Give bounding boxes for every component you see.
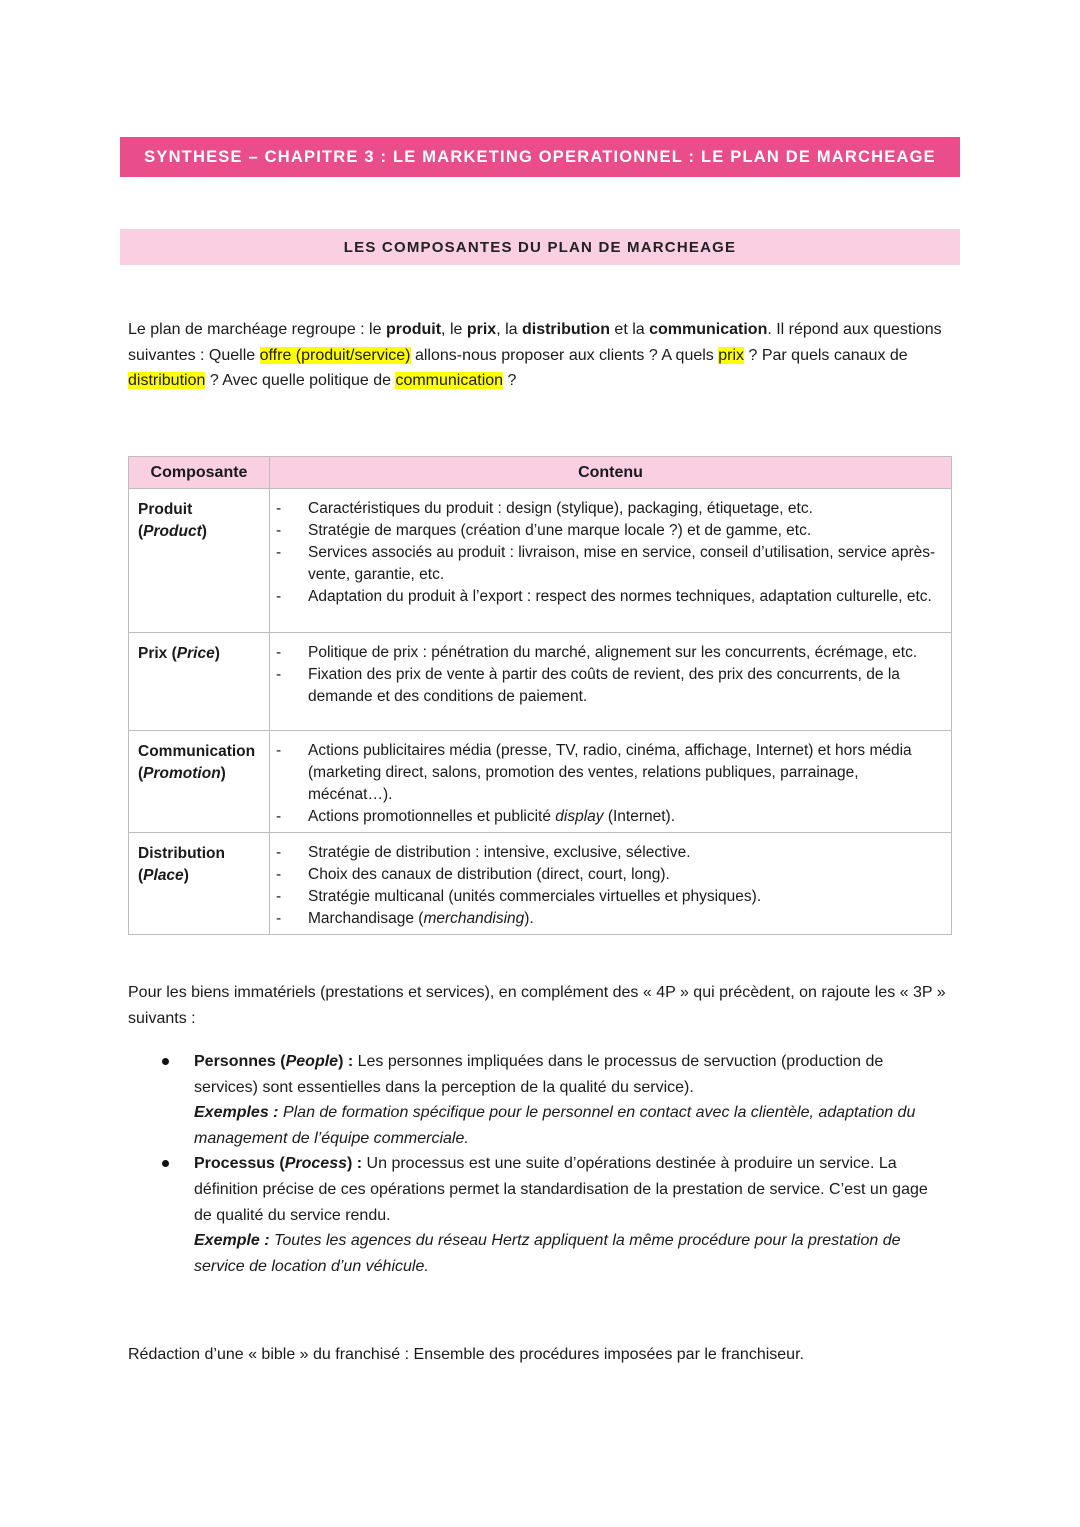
intro-text: , la	[496, 321, 522, 338]
table-header-row	[129, 457, 952, 489]
row-label	[129, 633, 270, 731]
highlight-distribution: distribution	[128, 372, 206, 390]
row-label-name: Distribution	[138, 845, 225, 862]
bullet-alt: (People) :	[280, 1053, 354, 1070]
row-label-alt: (Place)	[138, 867, 189, 884]
bullet-item-process	[128, 1151, 948, 1279]
row-content	[270, 731, 952, 833]
example-text: Plan de formation spécifique pour le personnel en contact avec la clientèle, adaptation du management de l’équipe commerciale.	[194, 1104, 916, 1147]
list-item: - Stratégie de marques (création d’une marque locale ?) et de gamme, etc.	[276, 520, 945, 542]
section-title-banner	[120, 229, 960, 265]
row-label-alt: (Promotion)	[138, 765, 226, 782]
list-item	[276, 806, 945, 828]
table-row	[129, 731, 952, 833]
highlight-offre: offre (produit/service)	[259, 346, 411, 364]
intro-text: Le plan de marchéage regroupe : le	[128, 321, 386, 338]
header-composante: Composante	[129, 457, 270, 489]
chapter-title: SYNTHESE – CHAPITRE 3 : LE MARKETING OPERATIONNEL : LE PLAN DE MARCHEAGE	[144, 147, 936, 166]
content-list	[276, 642, 945, 708]
list-item: - Fixation des prix de vente à partir des coûts de revient, des prix des concurrents, de la demande et des conditions de paiement.	[276, 664, 945, 708]
content-list	[276, 498, 945, 608]
intro-bold-communication: communication	[649, 321, 768, 338]
bullet-text	[194, 1151, 948, 1228]
intro-text: allons-nous proposer aux clients ? A quels	[410, 346, 719, 364]
bullet-list	[128, 1049, 948, 1279]
list-item	[276, 908, 945, 930]
bullet-alt: (Process) :	[279, 1155, 363, 1173]
bullet-example	[194, 1228, 948, 1279]
list-item: - Stratégie multicanal (unités commerciales virtuelles et physiques).	[276, 886, 945, 908]
intro-bold-prix: prix	[466, 321, 497, 338]
list-item-italic: merchandising	[423, 910, 525, 927]
intro-bold-distribution: distribution	[521, 321, 610, 338]
section-title: LES COMPOSANTES DU PLAN DE MARCHEAGE	[343, 238, 737, 256]
bullet-label: Personnes	[194, 1053, 276, 1070]
row-content	[270, 489, 952, 633]
row-content	[270, 833, 952, 935]
list-item-text: Marchandisage (	[308, 910, 424, 927]
row-label	[129, 833, 270, 935]
row-content	[270, 633, 952, 731]
row-label-alt: (Product)	[138, 523, 207, 540]
intro-text: . Il répond aux questions suivantes : Quelle	[128, 321, 942, 364]
row-label-alt: (Price)	[171, 645, 220, 662]
row-label-alt-text: Promotion	[143, 765, 221, 782]
list-item: - Actions publicitaires média (presse, TV, radio, cinéma, affichage, Internet) et hors média (marketing direct, salons, promotion des ventes, relations publiques, parrainage, mécénat…).	[276, 740, 945, 806]
content-list	[276, 842, 945, 930]
list-item: - Stratégie de distribution : intensive, exclusive, sélective.	[276, 842, 945, 864]
content-list	[276, 740, 945, 828]
bullet-alt-text: Process	[284, 1155, 347, 1173]
components-table	[128, 456, 952, 935]
franchise-paragraph: Rédaction d’une « bible » du franchisé : Ensemble des procédures imposées par le franchiseur.	[128, 1346, 804, 1363]
bullet-item-people	[128, 1049, 948, 1151]
list-item-text: ).	[524, 910, 534, 927]
row-label-alt-text: Price	[176, 645, 215, 662]
row-label-name: Communication	[138, 743, 256, 760]
table-row	[129, 633, 952, 731]
intro-text: ? Avec quelle politique de	[205, 372, 396, 390]
intro-text: , le	[441, 321, 467, 338]
intro-text: ? Par quels canaux de	[744, 346, 908, 364]
header-contenu: Contenu	[270, 457, 952, 489]
row-label-alt-text: Product	[143, 523, 202, 540]
list-item: - Politique de prix : pénétration du marché, alignement sur les concurrents, écrémage, etc.	[276, 642, 945, 664]
intro-bold-produit: produit	[385, 321, 442, 338]
list-item: - Adaptation du produit à l’export : respect des normes techniques, adaptation culturelle, etc.	[276, 586, 945, 608]
bullet-body: Les personnes impliquées dans le processus de servuction (production de services) sont essentielles dans la perception de la qualité du service).	[194, 1053, 884, 1096]
list-item: - Caractéristiques du produit : design (stylique), packaging, étiquetage, etc.	[276, 498, 945, 520]
list-item-text: (Internet).	[603, 808, 676, 825]
example-label: Exemples :	[194, 1104, 279, 1122]
bullet-dot-icon	[162, 1160, 169, 1167]
list-item-italic: display	[555, 808, 604, 825]
row-label-name: Prix	[138, 645, 168, 662]
bullet-dot-icon	[162, 1058, 169, 1065]
example-label: Exemple :	[194, 1232, 270, 1250]
bullet-body: Un processus est une suite d’opérations destinée à produire un service. La définition précise de ces opérations permet la standardisation de la prestation de service. C’est un gage de qualité du service rendu.	[194, 1155, 928, 1224]
list-item: - Services associés au produit : livraison, mise en service, conseil d’utilisation, service après-vente, garantie, etc.	[276, 542, 945, 586]
bullet-label: Processus	[194, 1155, 275, 1173]
intro-text: ?	[503, 372, 517, 390]
list-item-text: Actions promotionnelles et publicité	[308, 808, 556, 825]
list-item: - Choix des canaux de distribution (direct, court, long).	[276, 864, 945, 886]
row-label-alt-text: Place	[143, 867, 184, 884]
table-row	[129, 489, 952, 633]
row-label	[129, 489, 270, 633]
intro-paragraph	[128, 317, 948, 394]
chapter-title-banner	[120, 137, 960, 177]
highlight-prix: prix	[718, 346, 745, 364]
intro-text: et la	[609, 321, 650, 338]
bullet-alt-text: People	[285, 1053, 339, 1070]
table-row	[129, 833, 952, 935]
bullet-example	[194, 1100, 948, 1151]
row-label	[129, 731, 270, 833]
example-text: Toutes les agences du réseau Hertz appliquent la même procédure pour la prestation de service de location d’un véhicule.	[194, 1232, 901, 1275]
bullet-text	[194, 1049, 948, 1100]
highlight-communication: communication	[395, 372, 504, 390]
services-paragraph: Pour les biens immatériels (prestations et services), en complément des « 4P » qui précèdent, on rajoute les « 3P » suivants :	[128, 984, 946, 1027]
row-label-name: Produit	[138, 501, 193, 518]
